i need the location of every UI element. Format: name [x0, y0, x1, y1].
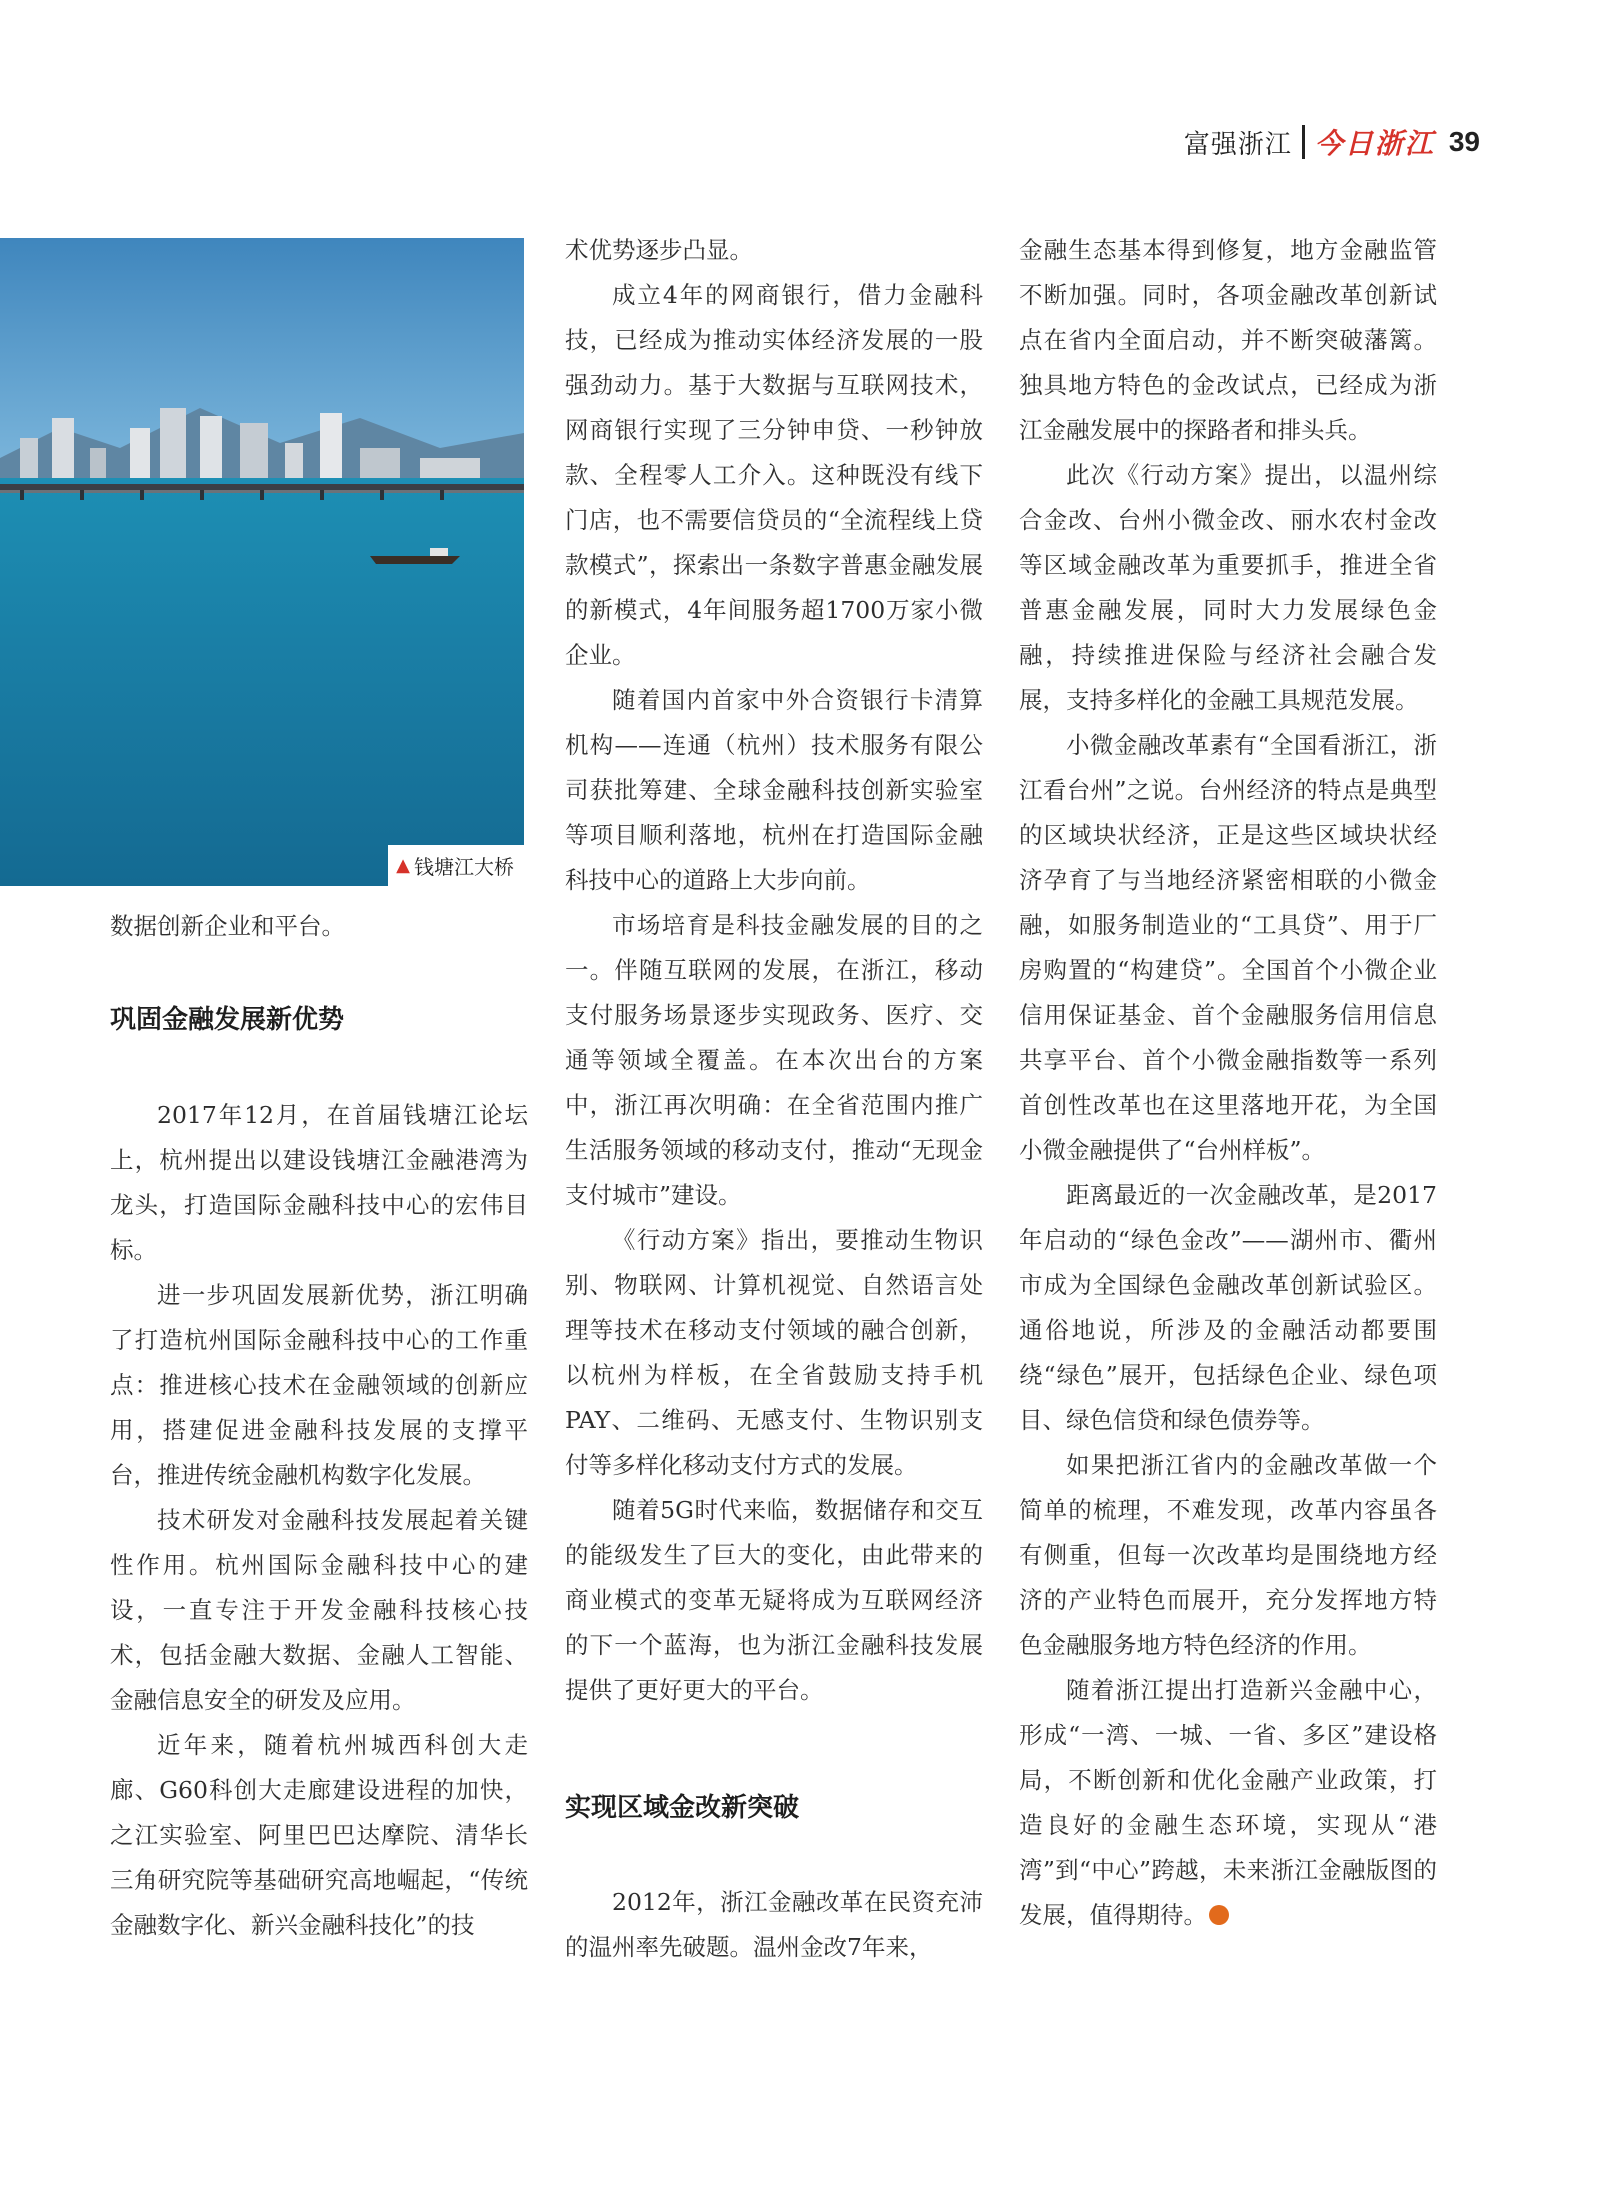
photo-boat	[370, 544, 460, 566]
paragraph: 小微金融改革素有“全国看浙江，浙江看台州”之说。台州经济的特点是典型的区域块状经济，正是这些区域块状经济孕育了与当地经济紧密相联的小微金融，如服务制造业的“工具贷”、用于厂房购置的“构建贷”。全国首个小微企业信用保证基金、首个金融服务信用信息共享平台、首个小微金融指数等一系列首创性改革也在这里落地开花，为全国小微金融提供了“台州样板”。	[1019, 731, 1437, 1164]
section-title: 富强浙江	[1183, 129, 1292, 160]
caption-triangle-icon: ▲	[396, 855, 410, 876]
column3-body	[1019, 228, 1437, 1938]
paragraph: 此次《行动方案》提出，以温州综合金改、台州小微金改、丽水农村金改等区域金融改革为重要抓手，推进全省普惠金融发展，同时大力发展绿色金融，持续推进保险与经济社会融合发展，支持多样化的金融工具规范发展。	[1019, 461, 1437, 714]
photo-caption	[388, 845, 524, 886]
photo-qiantang-bridge	[0, 238, 524, 886]
photo-river	[0, 478, 524, 886]
paragraph: 技术研发对金融科技发展起着关键性作用。杭州国际金融科技中心的建设，一直专注于开发金融科技核心技术，包括金融大数据、金融人工智能、金融信息安全的研发及应用。	[110, 1506, 528, 1714]
paragraph: 2012年，浙江金融改革在民资充沛的温州率先破题。温州金改7年来，	[565, 1888, 983, 1961]
page-number: 39	[1448, 126, 1480, 157]
column1-continuation	[110, 904, 528, 949]
paragraph: 进一步巩固发展新优势，浙江明确了打造杭州国际金融科技中心的工作重点：推进核心技术在金融领域的创新应用，搭建促进金融科技发展的支撑平台，推进传统金融机构数字化发展。	[110, 1281, 528, 1489]
section-heading: 实现区域金改新突破	[565, 1793, 800, 1823]
photo-bridge	[0, 478, 524, 500]
paragraph: 市场培育是科技金融发展的目的之一。伴随互联网的发展，在浙江，移动支付服务场景逐步实现政务、医疗、交通等领域全覆盖。在本次出台的方案中，浙江再次明确：在全省范围内推广生活服务领域的移动支付，推动“无现金支付城市”建设。	[565, 911, 983, 1209]
paragraph: 如果把浙江省内的金融改革做一个简单的梳理，不难发现，改革内容虽各有侧重，但每一次改革均是围绕地方经济的产业特色而展开，充分发挥地方特色金融服务地方特色经济的作用。	[1019, 1451, 1437, 1659]
paragraph: 随着国内首家中外合资银行卡清算机构——连通（杭州）技术服务有限公司获批筹建、全球金融科技创新实验室等项目顺利落地，杭州在打造国际金融科技中心的道路上大步向前。	[565, 686, 983, 894]
column1-heading	[110, 998, 528, 1043]
paragraph: 成立4年的网商银行，借力金融科技，已经成为推动实体经济发展的一股强劲动力。基于大数据与互联网技术，网商银行实现了三分钟申贷、一秒钟放款、全程零人工介入。这种既没有线下门店，也不需要信贷员的“全流程线上贷款模式”，探索出一条数字普惠金融发展的新模式，4年间服务超1700万家小微企业。	[565, 281, 983, 669]
paragraph: 《行动方案》指出，要推动生物识别、物联网、计算机视觉、自然语言处理等技术在移动支付领域的融合创新，以杭州为样板，在全省鼓励支持手机PAY、二维码、无感支付、生物识别支付等多样化移动支付方式的发展。	[565, 1226, 983, 1479]
header-divider	[1302, 125, 1305, 159]
column2-body	[565, 228, 983, 1713]
paragraph: 随着5G时代来临，数据储存和交互的能级发生了巨大的变化，由此带来的商业模式的变革无疑将成为互联网经济的下一个蓝海，也为浙江金融科技发展提供了更好更大的平台。	[565, 1496, 983, 1704]
paragraph: 数据创新企业和平台。	[110, 912, 345, 940]
paragraph: 2017年12月，在首届钱塘江论坛上，杭州提出以建设钱塘江金融港湾为龙头，打造国际金融科技中心的宏伟目标。	[110, 1101, 528, 1264]
column1-body	[110, 1093, 528, 1948]
section-heading: 巩固金融发展新优势	[110, 1005, 345, 1035]
paragraph: 近年来，随着杭州城西科创大走廊、G60科创大走廊建设进程的加快，之江实验室、阿里巴巴达摩院、清华长三角研究院等基础研究高地崛起，“传统金融数字化、新兴金融科技化”的技	[110, 1731, 528, 1939]
page-header	[1184, 118, 1480, 166]
paragraph: 金融生态基本得到修复，地方金融监管不断加强。同时，各项金融改革创新试点在省内全面启动，并不断突破藩篱。独具地方特色的金改试点，已经成为浙江金融发展中的探路者和排头兵。	[1019, 236, 1437, 444]
caption-text: 钱塘江大桥	[414, 855, 514, 879]
magazine-logo: 今日浙江	[1314, 127, 1435, 160]
end-mark-icon	[1209, 1905, 1229, 1925]
paragraph-final	[1019, 1668, 1437, 1938]
paragraph: 距离最近的一次金融改革，是2017年启动的“绿色金改”——湖州市、衢州市成为全国绿色金融改革创新试验区。通俗地说，所涉及的金融活动都要围绕“绿色”展开，包括绿色企业、绿色项目、绿色信贷和绿色债券等。	[1019, 1181, 1437, 1434]
column2-body-2	[565, 1880, 983, 1970]
paragraph-final-text: 随着浙江提出打造新兴金融中心，形成“一湾、一城、一省、多区”建设格局，不断创新和优化金融产业政策，打造良好的金融生态环境，实现从“港湾”到“中心”跨越，未来浙江金融版图的发展，值得期待。	[1019, 1676, 1437, 1929]
column2-heading	[565, 1786, 983, 1831]
paragraph: 术优势逐步凸显。	[565, 236, 753, 264]
